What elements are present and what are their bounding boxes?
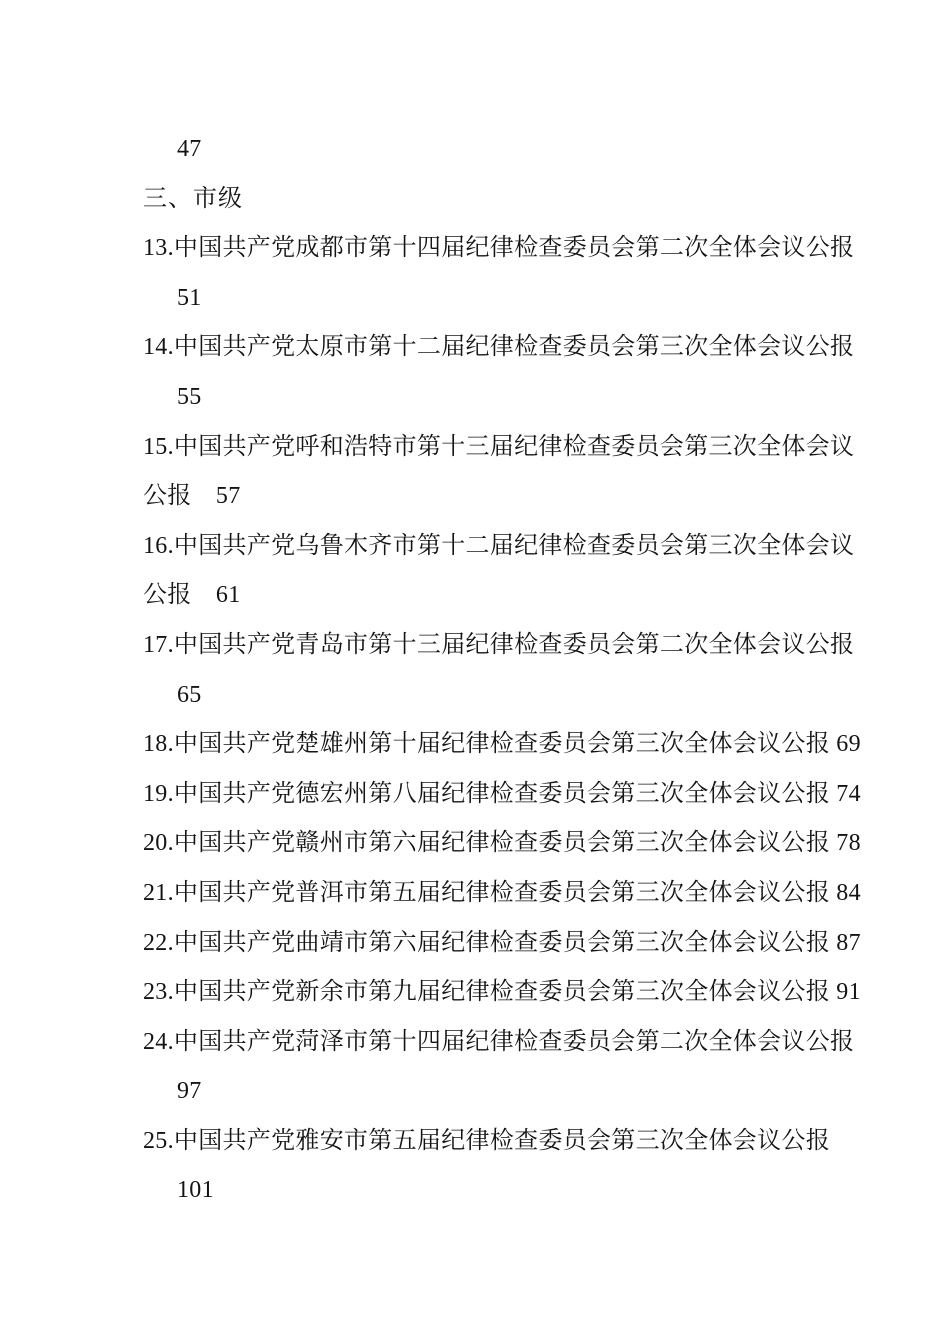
toc-entry-line bbox=[143, 819, 861, 869]
toc-line-text: 14.中国共产党太原市第十二届纪律检查委员会第三次全体会议公报 bbox=[143, 334, 855, 361]
section-heading bbox=[143, 175, 853, 225]
toc-line-text: 55 bbox=[177, 383, 202, 410]
toc-entry-line bbox=[143, 720, 861, 770]
toc-entry-line bbox=[143, 621, 853, 671]
toc-entry-line bbox=[143, 919, 861, 969]
toc-line-text: 13.中国共产党成都市第十四届纪律检查委员会第二次全体会议公报 bbox=[143, 235, 855, 262]
toc-line-text: 47 bbox=[177, 136, 202, 162]
toc-content bbox=[143, 125, 861, 1216]
toc-line-text: 公报 57 bbox=[143, 483, 241, 510]
page-number-line bbox=[143, 671, 853, 721]
toc-line-text: 20.中国共产党赣州市第六届纪律检查委员会第三次全体会议公报 78 bbox=[143, 830, 861, 857]
toc-entry-line bbox=[143, 1117, 853, 1167]
toc-entry-line bbox=[143, 224, 853, 274]
toc-line-text: 18.中国共产党楚雄州第十届纪律检查委员会第三次全体会议公报 69 bbox=[143, 731, 861, 758]
toc-line-text: 公报 61 bbox=[143, 582, 241, 609]
toc-line-text: 101 bbox=[177, 1177, 214, 1204]
toc-line-text: 15.中国共产党呼和浩特市第十三届纪律检查委员会第三次全体会议 bbox=[143, 433, 855, 460]
toc-entry-line bbox=[143, 869, 861, 919]
toc-line-text: 51 bbox=[177, 284, 202, 311]
toc-line-text: 25.中国共产党雅安市第五届纪律检查委员会第三次全体会议公报 bbox=[143, 1127, 830, 1154]
toc-entry-line bbox=[143, 472, 853, 522]
page-number-line bbox=[143, 125, 853, 175]
toc-line-text: 三、市级 bbox=[143, 185, 243, 212]
toc-entry-line bbox=[143, 423, 853, 473]
toc-line-text: 65 bbox=[177, 681, 202, 708]
toc-line-text: 97 bbox=[177, 1078, 202, 1105]
toc-line-text: 19.中国共产党德宏州第八届纪律检查委员会第三次全体会议公报 74 bbox=[143, 780, 861, 807]
page-number-line bbox=[143, 1166, 853, 1216]
toc-line-text: 17.中国共产党青岛市第十三届纪律检查委员会第二次全体会议公报 bbox=[143, 631, 855, 658]
page-number-line bbox=[143, 373, 853, 423]
toc-entry-line bbox=[143, 522, 853, 572]
toc-entry-line bbox=[143, 770, 861, 820]
toc-line-text: 23.中国共产党新余市第九届纪律检查委员会第三次全体会议公报 91 bbox=[143, 979, 861, 1006]
toc-line-text: 16.中国共产党乌鲁木齐市第十二届纪律检查委员会第三次全体会议 bbox=[143, 532, 855, 559]
page-number-line bbox=[143, 1067, 853, 1117]
toc-entry-line bbox=[143, 968, 861, 1018]
toc-line-text: 24.中国共产党菏泽市第十四届纪律检查委员会第二次全体会议公报 bbox=[143, 1028, 855, 1055]
toc-entry-line bbox=[143, 323, 853, 373]
page-number-line bbox=[143, 274, 853, 324]
toc-entry-line bbox=[143, 1018, 853, 1068]
toc-line-text: 22.中国共产党曲靖市第六届纪律检查委员会第三次全体会议公报 87 bbox=[143, 929, 861, 956]
toc-entry-line bbox=[143, 571, 853, 621]
toc-line-text: 21.中国共产党普洱市第五届纪律检查委员会第三次全体会议公报 84 bbox=[143, 879, 861, 906]
